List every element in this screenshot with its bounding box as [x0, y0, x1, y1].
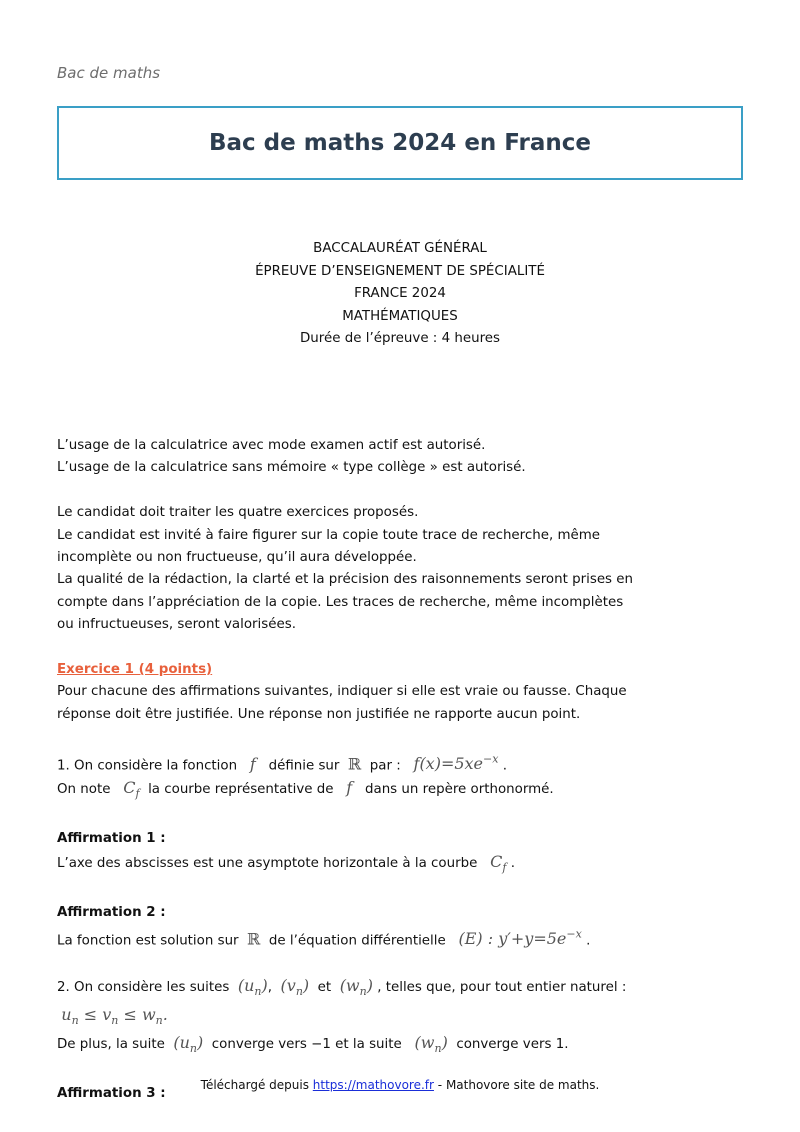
exam-line-5: Durée de l’épreuve : 4 heures: [300, 331, 500, 347]
affirmation-1-title: Affirmation 1 :: [57, 831, 166, 847]
page-title: Bac de maths 2024 en France: [208, 130, 592, 156]
question-1-line-2: On note $C_f$ la courbe représentative de f dans un repère orthonormé.: [57, 778, 554, 801]
footer-link[interactable]: https://mathovore.fr: [312, 1078, 434, 1092]
math-reals: ℝ: [247, 929, 261, 949]
exam-info: [0, 238, 800, 351]
exam-line-2: ÉPREUVE D’ENSEIGNEMENT DE SPÉCIALITÉ: [255, 263, 545, 279]
exercise-1-intro-a: Pour chacune des affirmations suivantes, indiquer si elle est vraie ou fausse. Chaque: [57, 684, 627, 700]
question-1-line-1: 1. On considère la fonction f définie sur ℝ par : $f(x)=5xe^{-x}$ .: [57, 752, 507, 773]
footer: [0, 1078, 800, 1092]
rule-calc-2: L’usage de la calculatrice sans mémoire « type collège » est autorisé.: [57, 460, 526, 476]
footer-suffix: - Mathovore site de maths.: [437, 1078, 600, 1092]
rule-cand-2b: incomplète ou non fructueuse, qu’il aura développée.: [57, 550, 417, 566]
title-box: [57, 106, 743, 180]
exercise-1-title: Exercice 1 (4 points): [57, 662, 213, 678]
exercise-1-intro-b: réponse doit être justifiée. Une réponse non justifiée ne rapporte aucun point.: [57, 706, 581, 722]
math-f: f: [346, 778, 353, 798]
math-diff-equation: (E) : $y'+y=5e^{-x}$: [458, 928, 582, 949]
math-reals: ℝ: [347, 753, 362, 773]
math-inequality: $u_n \le v_n \le w_n$.: [61, 1004, 168, 1028]
math-f: f: [249, 753, 256, 773]
math-curve: $C_f$: [123, 778, 140, 801]
rule-cand-3a: La qualité de la rédaction, la clarté et la précision des raisonnements seront prises en: [57, 572, 634, 588]
affirmation-2-text: La fonction est solution sur ℝ de l’équation différentielle (E) : $y'+y=5e^{-x}$ .: [57, 928, 591, 949]
question-2-line-2: [57, 1004, 747, 1033]
footer-prefix: Téléchargé depuis: [200, 1078, 309, 1092]
math-sequence-u: $(u_n)$: [173, 1033, 204, 1056]
affirmation-3-title: Affirmation 3 :: [57, 1086, 166, 1102]
rule-cand-3c: ou infructueuses, seront valorisées.: [57, 617, 296, 633]
exam-line-1: BACCALAURÉAT GÉNÉRAL: [313, 241, 487, 256]
rule-cand-3b: compte dans l’appréciation de la copie. Les traces de recherche, même incomplètes: [57, 594, 624, 610]
affirmation-2-title: Affirmation 2 :: [57, 904, 166, 920]
exam-line-3: FRANCE 2024: [354, 286, 446, 302]
math-sequence-w: $(w_n)$: [339, 976, 373, 999]
rule-calc-1: L’usage de la calculatrice avec mode examen actif est autorisé.: [57, 438, 486, 453]
rule-cand-2a: Le candidat est invité à faire figurer sur la copie toute trace de recherche, même: [57, 527, 601, 543]
header-label: Bac de maths: [57, 64, 161, 82]
rules-section: [57, 435, 747, 1106]
question-2-line-1: 2. On considère les suites $(u_n)$, $(v_n)$ et $(w_n)$ , telles que, pour tout entier naturel :: [57, 976, 627, 999]
affirmation-1-text: L’axe des abscisses est une asymptote horizontale à la courbe $C_f$ .: [57, 851, 515, 874]
exam-line-4: MATHÉMATIQUES: [342, 308, 458, 324]
question-2-line-3: De plus, la suite $(u_n)$ converge vers −1 et la suite $(w_n)$ converge vers 1.: [57, 1033, 569, 1056]
math-sequence-u: $(u_n)$: [237, 976, 268, 999]
math-sequence-w: $(w_n)$: [414, 1033, 448, 1056]
math-curve: $C_f$: [490, 851, 507, 874]
rule-cand-1: Le candidat doit traiter les quatre exercices proposés.: [57, 505, 419, 521]
math-sequence-v: $(v_n)$: [280, 976, 310, 999]
math-function-def: $f(x)=5xe^{-x}$: [413, 752, 499, 773]
